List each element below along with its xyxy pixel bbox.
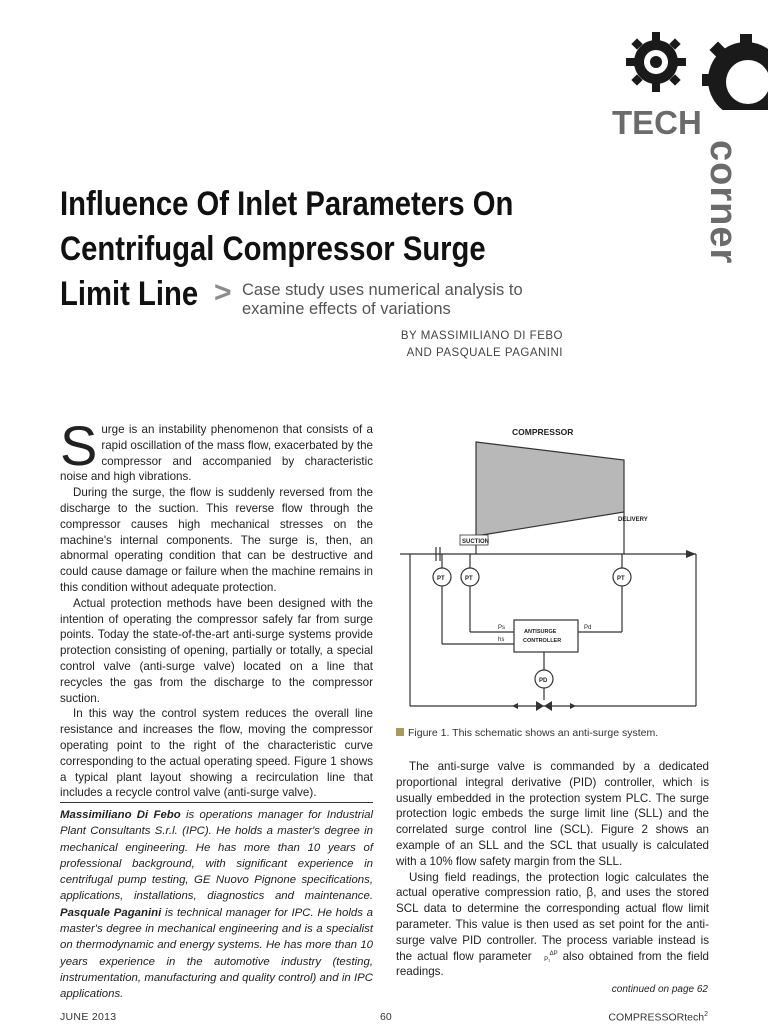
flow-parameter-fraction [537,951,558,963]
byline [401,328,563,362]
figure-caption [396,727,716,739]
magazine-name [608,1011,708,1024]
label-pt-1: PT [437,576,445,582]
paragraph-1-text: urge is an instability phenomenon that consists of a rapid oscillation of the mass flow, exacerbated by the compressor and accompanied by characteristic noise and high vibrations. [60,423,373,484]
paragraph-2: During the surge, the flow is suddenly reversed from the discharge to the suction. This reverse flow through the compressor causes high mechanical stresses on the machine's internal components. The surge is, then, an abnormal operating condition that can be destructive and could cause damage or failure when the machine remains in this condition without adequate protection. [60,486,373,594]
label-controller-2: CONTROLLER [523,638,562,644]
compressor-body [476,442,624,536]
continued-link: continued on page 62 [611,984,708,995]
magazine-name-text: COMPRESSORtech [608,1011,705,1024]
title-line-1: Influence Of Inlet Parameters On [60,185,514,223]
section-corner-text: corner [702,140,744,265]
label-ps: Ps [498,625,506,631]
label-compressor: COMPRESSOR [512,427,574,437]
paragraph-6-text-b: also obtained from the field readings. [396,949,709,979]
caption-square-icon [396,728,404,736]
label-pt-3: PT [617,576,625,582]
paragraph-6 [396,870,709,981]
magazine-superscript: 2 [704,1011,708,1018]
label-pt-2: PT [465,576,473,582]
label-controller-1: ANTISURGE [524,629,557,635]
author-bio [60,802,373,1003]
body-column-right [396,759,709,980]
title-line-2: Centrifugal Compressor Surge [60,230,486,268]
label-hs: hs [498,637,505,643]
label-suction: SUCTION [462,539,489,545]
fraction-bottom: P₁ [544,956,551,963]
gears-icon [612,30,768,110]
label-pd: PD [539,678,548,684]
author-name-2: Pasquale Paganini [60,906,162,919]
paragraph-1 [60,414,373,485]
paragraph-3: Actual protection methods have been designed with the intention of operating the compressor safely far from surge points. Today the state-of-the-art anti-surge systems provide protection consisting of opening, partially or totally, a special control valve (anti-surge valve) located on a line that recycles the gas from the discharge to the compressor suction. [60,596,373,705]
fraction-top: ΔP [549,950,558,957]
body-column-left [60,414,373,801]
article-title [60,182,524,272]
title-line-3: Limit Line [60,275,199,313]
article-subtitle: Case study uses numerical analysis to examine effects of variations [242,281,523,318]
author-bio-2: is technical manager for IPC. He holds a master's degree in mechanical engineering and is a specialist on thermodynamic and energy systems. He has more than 10 years experience in the automotive industry (testing, instrumentation, manufacturing and quality control) and in IPC applications. [60,906,374,1001]
paragraph-5: The anti-surge valve is commanded by a dedicated proportional integral derivative (PID) controller, which is usually embedded in the protection system PLC. The surge protection logic embeds the surge limit line (SLL) and the correlated surge control line (SCL). Figure 2 shows an example of an SLL and the SCL that usually is calculated with a 10% flow safety margin from the SLL. [396,760,709,868]
anti-surge-schematic [396,420,716,720]
label-pd-in: Pd [584,625,592,631]
byline-line-1: BY MASSIMILIANO DI FEBO [400,330,563,342]
footer-date: JUNE 2013 [60,1011,117,1023]
section-tech-label: TECH [612,104,702,141]
page-number: 60 [380,1011,392,1023]
figure-caption-text: Figure 1. This schematic shows an anti-surge system. [408,727,659,739]
chevron-right-icon: > [214,276,232,309]
section-corner-label [696,140,746,270]
anti-surge-valve-icon [536,701,544,711]
antisurge-controller-box [514,620,578,652]
label-delivery: DELIVERY [618,517,648,523]
paragraph-6-text-a: Using field readings, the protection logic calculates the actual operative compression ratio, β, and uses the stored SCL data to determine the corresponding actual flow limit parameter. This value is then used as set point for the anti-surge valve PID controller. The process variable instead is the actual flow parameter [396,870,709,963]
author-name-1: Massimiliano Di Febo [60,809,181,821]
byline-line-2: AND PASQUALE PAGANINI [406,347,563,359]
drop-cap: S [60,414,98,477]
paragraph-4: In this way the control system reduces the overall line resistance and increases the flow, moving the compressor operating point to the right of the characteristic curve corresponding to the actual operating speed. Figure 1 shows a typical plant layout showing a recirculation line that includes a recycle control valve (anti-surge valve). [60,707,373,800]
author-bio-1: is operations manager for Industrial Plant Consultants S.r.l. (IPC). He holds a master's degree in mechanical engineering. He has more than 10 years of professional background, with significant experience in centrifugal pump testing, GE Nuovo Pignone specifications, applications, installations, diagnostics and maintenance. [60,809,373,903]
